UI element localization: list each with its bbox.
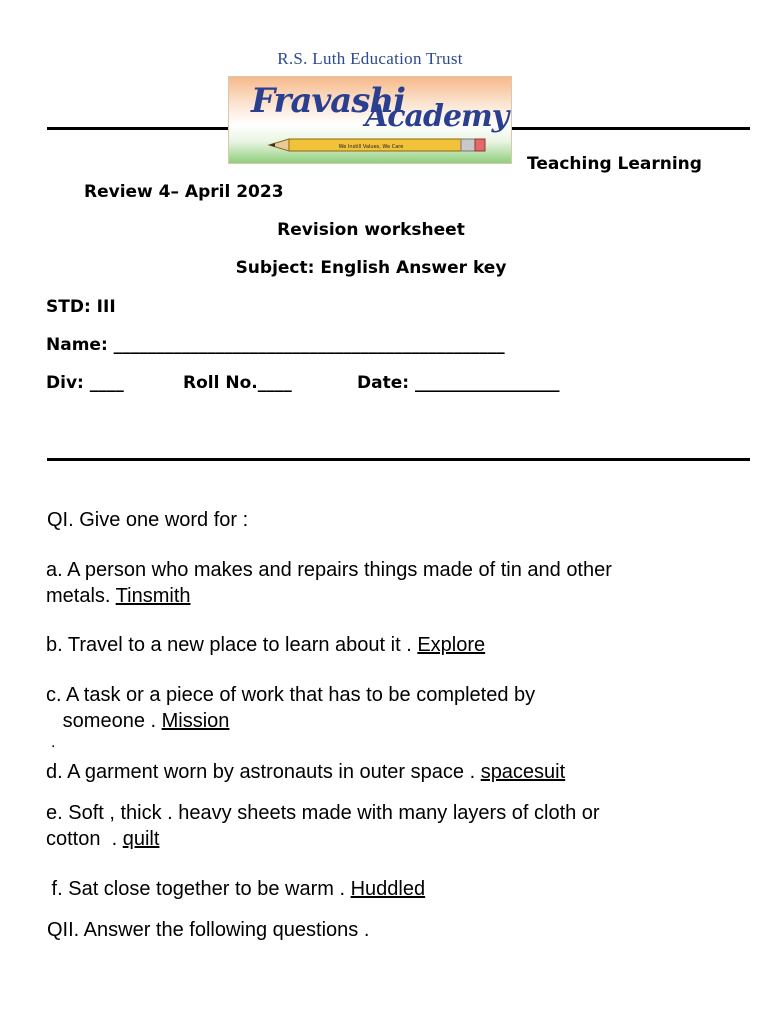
stray-period: . xyxy=(51,734,56,751)
q1-item-b-text: b. Travel to a new place to learn about it . xyxy=(46,634,418,656)
q1-item-f-answer: Huddled xyxy=(350,878,426,900)
q1-item-f-text: f. Sat close together to be warm . xyxy=(46,878,351,900)
q1-item-e-line1: e. Soft , thick . heavy sheets made with many layers of cloth or xyxy=(46,802,600,824)
logo-text-fravashi: Fravashi xyxy=(251,81,406,121)
school-logo xyxy=(228,76,512,164)
subject-line: Subject: English Answer key xyxy=(235,258,507,278)
question-2-heading: QII. Answer the following questions . xyxy=(47,919,370,941)
question-1-heading: QI. Give one word for : xyxy=(47,509,249,531)
q1-item-d-text: d. A garment worn by astronauts in outer space . xyxy=(46,761,481,783)
logo-tagline: We Instill Values, We Care xyxy=(338,144,404,150)
std-label: STD: III xyxy=(46,297,116,317)
q1-item-e-answer: quilt xyxy=(122,828,160,850)
q1-item-c-answer: Mission xyxy=(161,710,230,732)
q1-item-a-line2 xyxy=(46,583,191,609)
teaching-learning-label: Teaching Learning xyxy=(527,154,702,174)
header-divider-bottom xyxy=(47,458,750,461)
review-label: Review 4– April 2023 xyxy=(84,182,284,202)
q1-item-a-answer: Tinsmith xyxy=(115,585,191,607)
trust-name: R.S. Luth Education Trust xyxy=(277,49,463,68)
name-field: Name: ______________________________________________ xyxy=(46,335,505,355)
q1-item-d-answer: spacesuit xyxy=(480,761,566,783)
roll-no-field: Roll No.____ xyxy=(183,373,292,393)
q1-item-c-line1: c. A task or a piece of work that has to be completed by xyxy=(46,684,536,706)
q1-item-a-line1: a. A person who makes and repairs things made of tin and other xyxy=(46,559,612,581)
q1-item-c-text: someone . xyxy=(46,710,162,732)
q1-item-d xyxy=(46,759,565,785)
div-field: Div: ____ xyxy=(46,373,124,393)
q1-item-a-text: metals. xyxy=(46,585,116,607)
date-field: Date: _________________ xyxy=(357,373,560,393)
q1-item-e-line2 xyxy=(46,826,159,852)
worksheet-title: Revision worksheet xyxy=(277,220,465,240)
q1-item-c-line2 xyxy=(46,708,229,734)
q1-item-b xyxy=(46,632,485,658)
q1-item-e-text: cotton . xyxy=(46,828,123,850)
q1-item-b-answer: Explore xyxy=(417,634,486,656)
q1-item-f xyxy=(46,876,425,902)
logo-text-academy: Academy xyxy=(365,99,509,134)
